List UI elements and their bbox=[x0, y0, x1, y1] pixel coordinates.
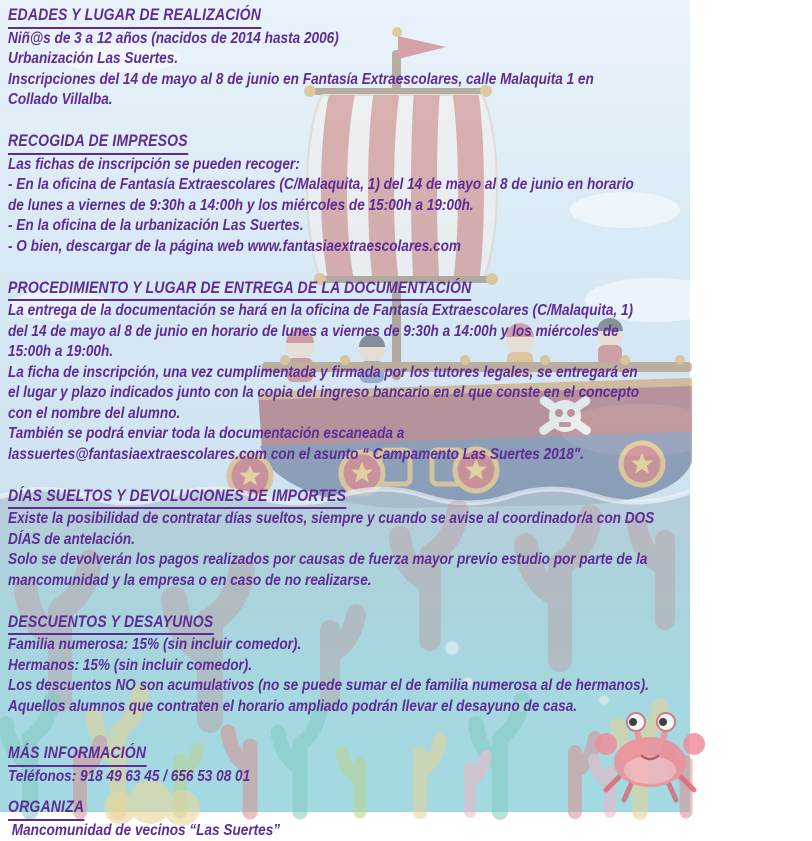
text-line: Inscripciones del 14 de mayo al 8 de junio en Fantasía Extraescolares, calle Malaquita 1 en bbox=[8, 70, 812, 91]
text-line: - O bien, descargar de la página web www.fantasiaextraescolares.com bbox=[8, 237, 812, 258]
text-line: con el nombre del alumno. bbox=[8, 404, 812, 425]
text-line: Familia numerosa: 15% (sin incluir comedor). bbox=[8, 635, 812, 656]
section-title-organiza: ORGANIZA bbox=[8, 797, 812, 821]
text-line: Urbanización Las Suertes. bbox=[8, 49, 812, 70]
text-line-email: lassuertes@fantasiaextraescolares.com con el asunto “ Campamento Las Suertes 2018". bbox=[8, 445, 812, 466]
text-line: mancomunidad y la empresa o en caso de no realizarse. bbox=[8, 571, 812, 592]
text-line: Aquellos alumnos que contraten el horario ampliado podrán llevar el desayuno de casa. bbox=[8, 697, 812, 718]
text-line-phones: Teléfonos: 918 49 63 45 / 656 53 08 01 bbox=[8, 767, 812, 788]
text-line: La entrega de la documentación se hará en la oficina de Fantasía Extraescolares (C/Malaquita, 1) bbox=[8, 301, 812, 322]
text-line: Existe la posibilidad de contratar días sueltos, siempre y cuando se avise al coordinador/a con DOS bbox=[8, 509, 812, 530]
section-title-mas-informacion: MÁS INFORMACIÓN bbox=[8, 743, 812, 767]
section-title-edades: EDADES Y LUGAR DE REALIZACIÓN bbox=[8, 5, 812, 29]
text-line: Hermanos: 15% (sin incluir comedor). bbox=[8, 656, 812, 677]
section-mas-informacion bbox=[8, 743, 812, 787]
text-line: de lunes a viernes de 9:30h a 14:00h y los miércoles de 15:00h a 19:00h. bbox=[8, 196, 812, 217]
section-descuentos bbox=[8, 612, 812, 718]
section-edades bbox=[8, 5, 812, 111]
text-line: - En la oficina de Fantasía Extraescolares (C/Malaquita, 1) del 14 de mayo al 8 de junio en horario bbox=[8, 175, 812, 196]
text-line: el lugar y plazo indicados junto con la copia del ingreso bancario en el que conste en el concepto bbox=[8, 383, 812, 404]
section-recogida bbox=[8, 131, 812, 257]
text-line: Las fichas de inscripción se pueden recoger: bbox=[8, 155, 812, 176]
section-title-procedimiento: PROCEDIMIENTO Y LUGAR DE ENTREGA DE LA DOCUMENTACIÓN bbox=[8, 278, 812, 302]
flyer-text bbox=[8, 5, 812, 841]
text-line: También se podrá enviar toda la documentación escaneada a bbox=[8, 424, 812, 445]
text-line: Los descuentos NO son acumulativos (no se puede sumar el de familia numerosa al de hermanos). bbox=[8, 676, 812, 697]
section-organiza bbox=[8, 797, 812, 841]
section-title-dias-sueltos: DÍAS SUELTOS Y DEVOLUCIONES DE IMPORTES bbox=[8, 486, 812, 510]
section-dias-sueltos bbox=[8, 486, 812, 592]
text-line: - En la oficina de la urbanización Las Suertes. bbox=[8, 216, 812, 237]
text-line: Solo se devolverán los pagos realizados por causas de fuerza mayor previo estudio por parte de la bbox=[8, 550, 812, 571]
section-title-descuentos: DESCUENTOS Y DESAYUNOS bbox=[8, 612, 812, 636]
text-line: Niñ@s de 3 a 12 años (nacidos de 2014 hasta 2006) bbox=[8, 29, 812, 50]
text-line: DÍAS de antelación. bbox=[8, 530, 812, 551]
text-line: Mancomunidad de vecinos “Las Suertes” bbox=[8, 821, 812, 841]
section-procedimiento bbox=[8, 278, 812, 466]
text-line: del 14 de mayo al 8 de junio en horario de lunes a viernes de 9:30h a 14:00h y los miércoles de bbox=[8, 322, 812, 343]
text-line: Collado Villalba. bbox=[8, 90, 812, 111]
text-line: 15:00h a 19:00h. bbox=[8, 342, 812, 363]
section-title-recogida: RECOGIDA DE IMPRESOS bbox=[8, 131, 812, 155]
text-line: La ficha de inscripción, una vez cumplimentada y firmada por los tutores legales, se entregará en bbox=[8, 363, 812, 384]
